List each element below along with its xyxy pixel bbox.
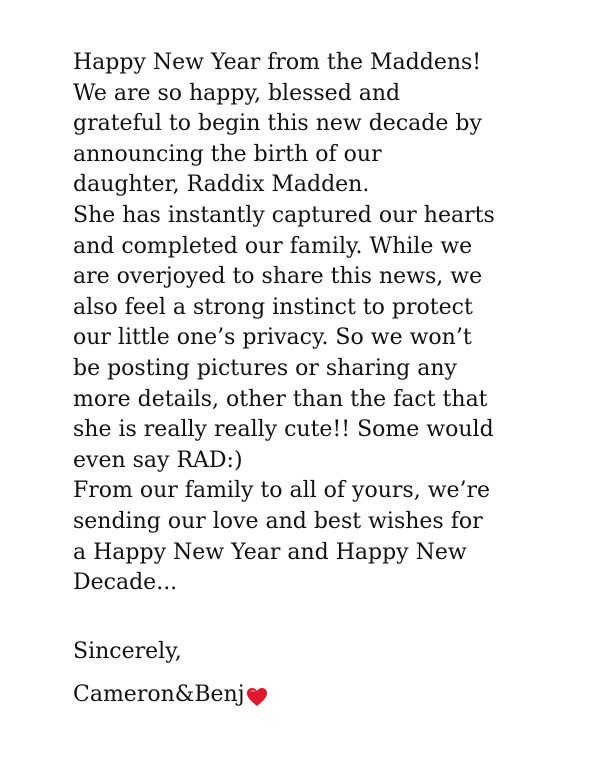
letter-line: she is really really cute!! Some would bbox=[73, 417, 494, 443]
letter-line: daughter, Raddix Madden. bbox=[73, 172, 370, 198]
letter-line: grateful to begin this new decade by bbox=[73, 111, 482, 137]
letter-line: a Happy New Year and Happy New bbox=[73, 539, 467, 565]
letter-line: We are so happy, blessed and bbox=[73, 80, 401, 106]
letter-line: Happy New Year from the Maddens! bbox=[73, 50, 482, 75]
letter-line: our little one’s privacy. So we won’t bbox=[73, 325, 472, 351]
letter-line: more details, other than the fact that bbox=[73, 386, 488, 412]
letter-line: announcing the birth of our bbox=[73, 141, 382, 167]
paragraph-spacer bbox=[73, 599, 573, 630]
letter-line: even say RAD:) bbox=[73, 447, 243, 473]
letter-line: be posting pictures or sharing any bbox=[73, 355, 457, 381]
letter-line: Decade... bbox=[73, 570, 178, 596]
signature bbox=[73, 680, 573, 711]
letter-line: She has instantly captured our hearts bbox=[73, 202, 495, 228]
signature-text: Cameron&Benj bbox=[73, 681, 245, 707]
letter-line: sending our love and best wishes for bbox=[73, 508, 483, 534]
letter-line: From our family to all of yours, we’re bbox=[73, 478, 491, 504]
signoff: Sincerely, bbox=[73, 639, 182, 665]
letter-line: and completed our family. While we bbox=[73, 233, 473, 259]
red-heart-icon bbox=[246, 686, 268, 706]
letter-line: are overjoyed to share this news, we bbox=[73, 264, 483, 290]
letter-line: also feel a strong instinct to protect bbox=[73, 294, 473, 320]
letter-body bbox=[73, 48, 573, 710]
